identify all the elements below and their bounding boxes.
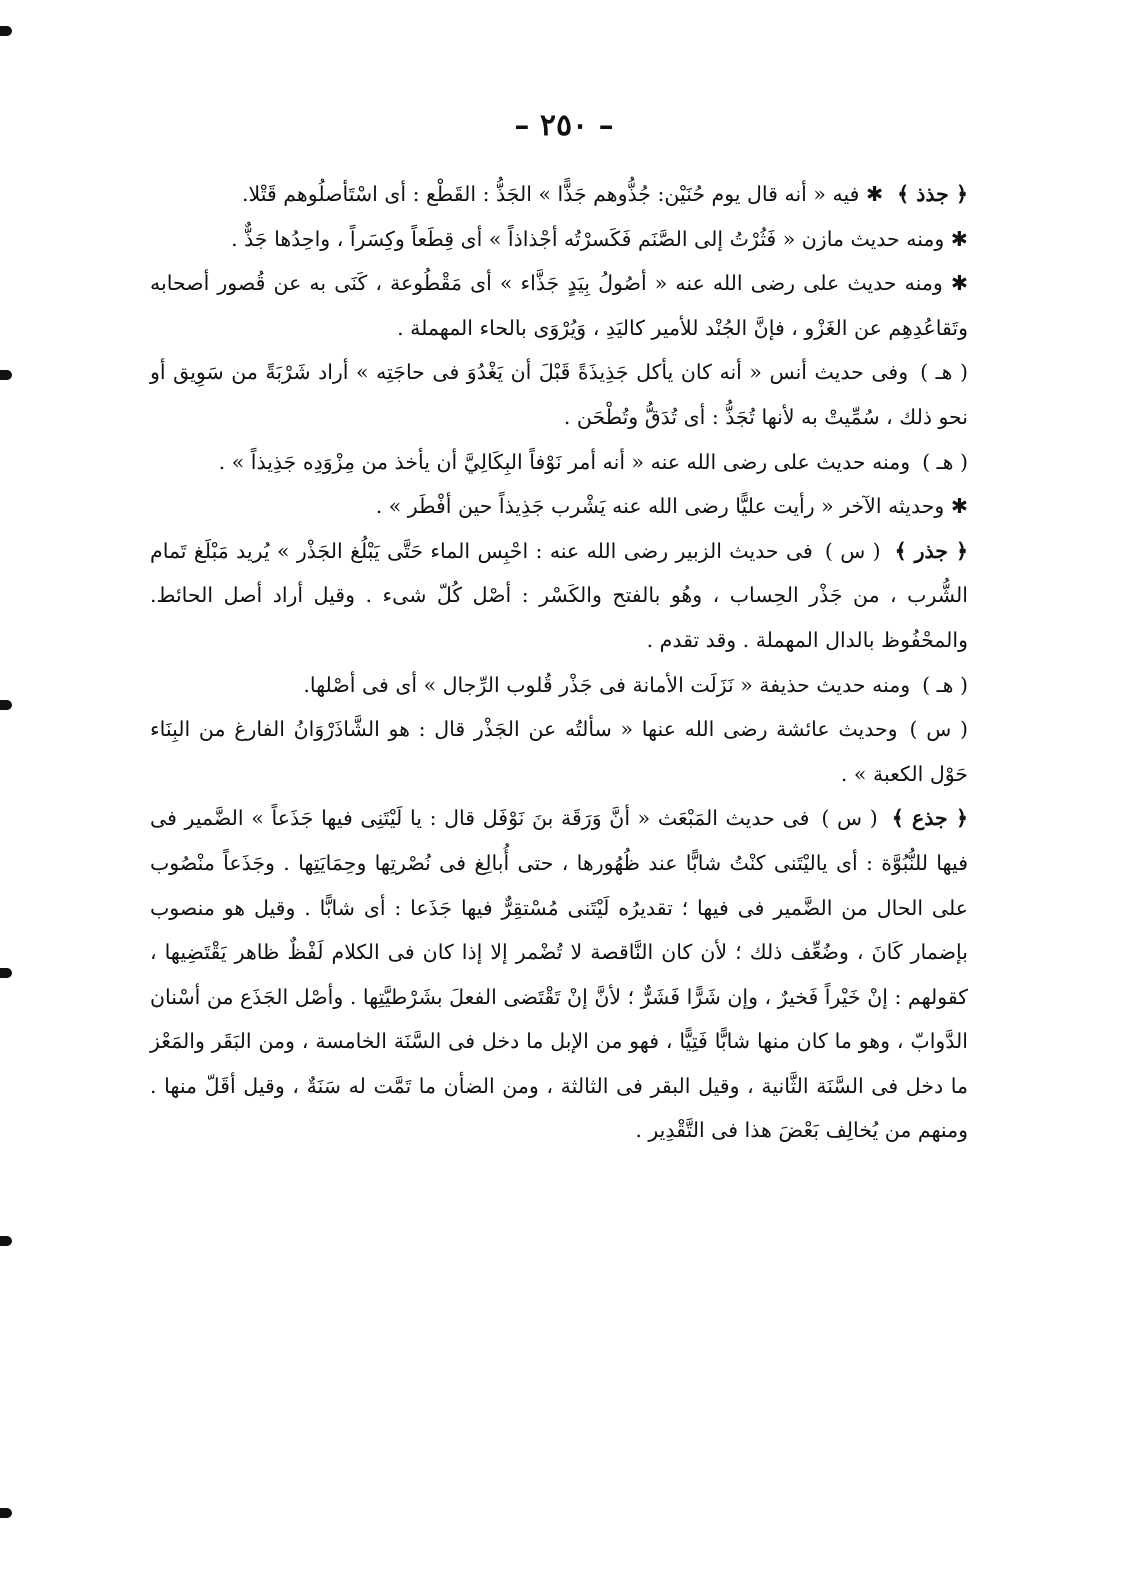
entry-text: وحديث عائشة رضى الله عنها « سألتُه عن الجَذْر قال : هو الشَّاذَرْوَانُ الفارغ من البِنَاء حَوْل الكعبة » .: [150, 717, 968, 786]
entry-headword: ﴿ جذذ ﴾: [897, 182, 968, 206]
entry-text: وفى حديث أنس « أنه كان يأكل جَذِيذَةً قَبْلَ أن يَغْدُوَ فى حاجَتِه » أراد شَرْبَةً من سَوِيق أو نحو ذلك ، سُمِّيتْ به لأنها تُجَذُّ : أى تُدَقُّ وتُطْحَن .: [150, 360, 968, 429]
entry-paragraph: [150, 350, 968, 439]
dictionary-entries: [150, 172, 968, 1153]
scan-mark: [0, 26, 12, 36]
entry-paragraph: [150, 796, 968, 1153]
entry-text: ✱ وحديثه الآخر « رأيت عليًّا رضى الله عنه يَشْرب جَذِيذاً حين أفْطَر » .: [375, 494, 968, 519]
entry-paragraph: [150, 663, 968, 708]
entry-headword: ﴿ جذر ﴾: [894, 538, 968, 563]
entry-text: ✱ ومنه حديث على رضى الله عنه « أصُولُ بِيَدٍ جَذَّاء » أى مَقْطُوعة ، كَنَى به عن قُصور أصحابه وتَقاعُدِهِم عن الغَزْو ، فإنَّ الجُنْد للأمير كاليَدِ ، وَيُرْوَى بالحاء المهملة .: [150, 271, 968, 340]
entry-paragraph: [150, 707, 968, 796]
scan-mark: [0, 700, 12, 710]
entry-paragraph: [150, 172, 968, 217]
entry-paragraph: [150, 484, 968, 529]
source-tag: ( س ): [821, 806, 878, 831]
entry-paragraph: [150, 217, 968, 262]
scan-margin-marks: [0, 0, 14, 1588]
source-tag: ( س ): [824, 538, 881, 563]
scan-mark: [0, 968, 12, 978]
entry-paragraph: [150, 529, 968, 663]
scan-mark: [0, 370, 12, 380]
entry-text: ومنه حديث حذيفة « نَزَلَت الأمانة فى جَذْر قُلوب الرِّجال » أى فى أصْلها.: [303, 672, 911, 697]
entry-text: فى حديث الزبير رضى الله عنه : احْبِس الماء حَتَّى يَبْلُغ الجَذْر » يُريد مَبْلَغ تَمام الشُّرب ، من جَذْر الحِساب ، وهُو بالفتح والكَسْر : أصْل كُلّ شىء . وقيل أراد أصل الحائط. والمحْفُوظ بالدال المهملة . وقد تقدم .: [150, 538, 968, 652]
entry-paragraph: [150, 440, 968, 485]
entry-headword: ﴿ جذع ﴾: [891, 806, 968, 831]
source-tag: ( س ): [909, 717, 968, 742]
page-number: – ٢٥٠ –: [514, 108, 614, 143]
scan-mark: [0, 1236, 12, 1246]
source-tag: ( هـ ): [922, 672, 968, 697]
entry-text: ✱ فيه « أنه قال يوم حُنَيْن: جُذُّوهم جَذًّا » الجَذُّ : القَطْع : أى اسْتَأصلُوهم قَتْلا.: [242, 182, 884, 206]
entry-text: فى حديث المَبْعَث « أنَّ وَرَقَة بنَ نَوْفَل قال : يا لَيْتَنِى فيها جَذَعاً » الضَّمير فى فيها للنُّبُوَّة : أى ياليْتَنى كنْتُ شابًّا عند ظُهُورها ، حتى أُبالِغ فى نُصْرتِها وحِمَايَتِها . وجَذَعاً منْصُوب على الحال من الضَّمير فى فيها ؛ تقديرُه لَيْتَنى مُسْتقِرٌّ فيها جَذَعا : أى شابًّا . وقيل هو منصوب بإضمار كَانَ ، وضُعِّف ذلك ؛ لأن كان النَّاقصة لا تُضْمر إلا إذا كان فى الكلام لَفْظٌ ظاهر يَقْتَضِيها ، كقولهم : إنْ خَيْراً فَخيرٌ ، وإن شَرًّا فَشَرٌّ ؛ لأنَّ إنْ تَقْتَضى الفعلَ بشَرْطيَّتِها . وأصْل الجَذَع من أسْنان الدَّوابّ ، وهو ما كان منها شابًّا فَتِيًّا ، فهو من الإبل ما دخل فى السَّنَة الخامسة ، ومن البَقَر والمَعْز ما دخل فى السَّنَة الثَّانية ، وقيل البقر فى الثالثة ، ومن الضأن ما تَمَّت له سَنَةٌ ، وقيل أقَلّ منها . ومنهم من يُخالِف بَعْضَ هذا فى التَّقْدِير .: [150, 806, 968, 1143]
entry-text: ومنه حديث على رضى الله عنه « أنه أمر نَوْفاً البِكَالِيَّ أن يأخذ من مِزْوَدِه جَذِيذاً » .: [218, 449, 911, 474]
source-tag: ( هـ ): [920, 360, 968, 385]
entry-text: ✱ ومنه حديث مازن « فَثُرْتُ إلى الصَّنَم فَكَسرْتُه أجْذاذاً » أى قِطَعاً وكِسَراً ، واحِدُها جَذٌّ .: [231, 226, 968, 251]
scan-mark: [0, 1508, 12, 1518]
entry-paragraph: [150, 261, 968, 350]
source-tag: ( هـ ): [922, 449, 968, 474]
